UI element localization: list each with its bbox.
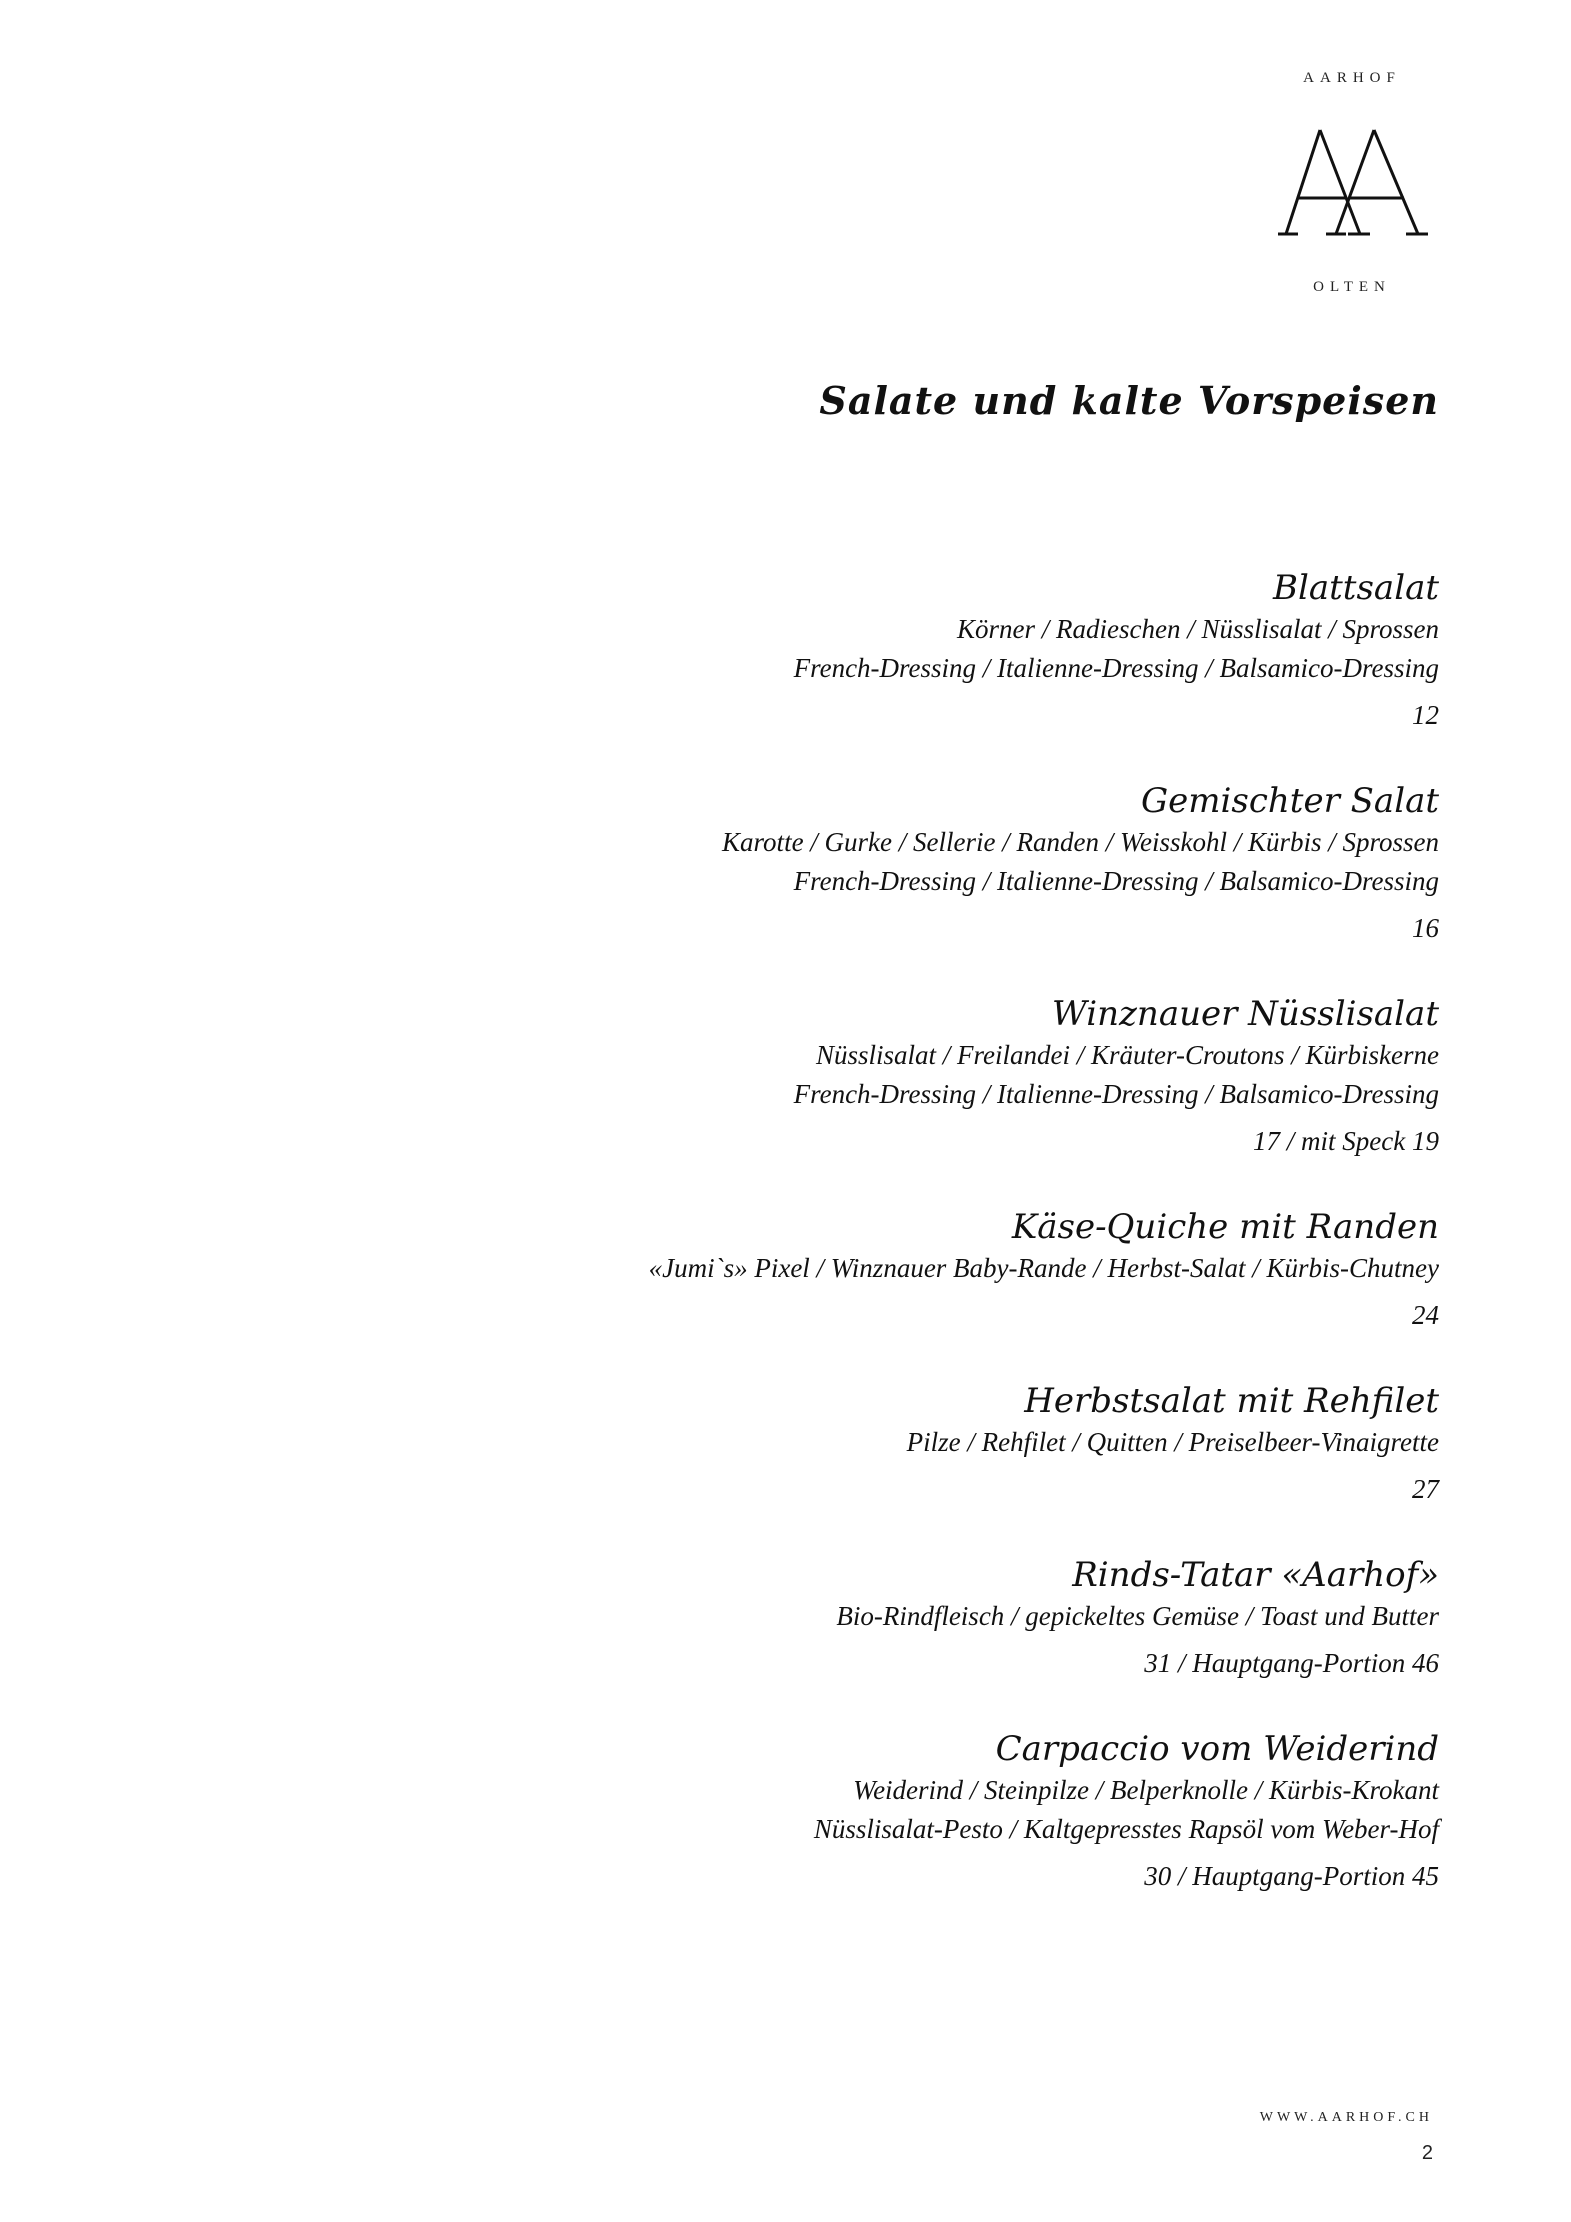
menu-list	[239, 566, 1439, 1940]
dish-price: 30 / Hauptgang-Portion 45	[1144, 1861, 1439, 1891]
dish-price: 17 / mit Speck 19	[1253, 1126, 1439, 1156]
dish-price: 31 / Hauptgang-Portion 46	[1144, 1648, 1439, 1678]
dish-name: Käse-Quiche mit Randen	[1011, 1207, 1439, 1247]
dish-name: Herbstsalat mit Rehfilet	[1024, 1381, 1439, 1421]
dish-gemischter-salat	[239, 779, 1439, 948]
dish-kaese-quiche	[239, 1205, 1439, 1335]
dish-name: Winznauer Nüsslisalat	[1051, 994, 1439, 1034]
dish-rinds-tatar	[239, 1553, 1439, 1683]
dish-ingredients: Körner / Radieschen / Nüsslisalat / Sprossen	[956, 614, 1439, 644]
dish-extras: Nüsslisalat-Pesto / Kaltgepresstes Rapsöl vom Weber-Hof	[813, 1814, 1439, 1844]
dish-ingredients: «Jumi`s» Pixel / Winznauer Baby-Rande / Herbst-Salat / Kürbis-Chutney	[648, 1253, 1439, 1283]
dish-ingredients: Bio-Rindfleisch / gepickeltes Gemüse / Toast und Butter	[836, 1601, 1439, 1631]
dish-dressings: French-Dressing / Italienne-Dressing / Balsamico-Dressing	[793, 1079, 1439, 1109]
dish-price: 12	[1412, 700, 1439, 730]
dish-name: Gemischter Salat	[1141, 781, 1439, 821]
dish-herbstsalat	[239, 1379, 1439, 1509]
logo-bottom-text: OLTEN	[1313, 279, 1391, 295]
dish-dressings: French-Dressing / Italienne-Dressing / Balsamico-Dressing	[793, 653, 1439, 683]
dish-price: 27	[1412, 1474, 1439, 1504]
dish-ingredients: Weiderind / Steinpilze / Belperknolle / Kürbis-Krokant	[853, 1775, 1439, 1805]
dish-ingredients: Pilze / Rehfilet / Quitten / Preiselbeer-Vinaigrette	[906, 1427, 1439, 1457]
dish-dressings: French-Dressing / Italienne-Dressing / Balsamico-Dressing	[793, 866, 1439, 896]
page-number: 2	[1421, 2142, 1433, 2164]
double-a-monogram-icon	[1278, 122, 1428, 242]
dish-name: Blattsalat	[1273, 568, 1439, 608]
dish-carpaccio	[239, 1727, 1439, 1896]
dish-price: 16	[1412, 913, 1439, 943]
dish-name: Rinds-Tatar «Aarhof»	[1072, 1555, 1439, 1595]
dish-name: Carpaccio vom Weiderind	[995, 1729, 1439, 1769]
dish-price: 24	[1412, 1300, 1439, 1330]
dish-blattsalat	[239, 566, 1439, 735]
footer-website-url: WWW.AARHOF.CH	[1259, 2110, 1433, 2125]
logo-top-text: AARHOF	[1303, 70, 1401, 86]
section-title: Salate und kalte Vorspeisen	[819, 378, 1439, 423]
dish-winznauer-nuesslisalat	[239, 992, 1439, 1161]
dish-ingredients: Karotte / Gurke / Sellerie / Randen / Weisskohl / Kürbis / Sprossen	[722, 827, 1439, 857]
dish-ingredients: Nüsslisalat / Freilandei / Kräuter-Croutons / Kürbiskerne	[816, 1040, 1439, 1070]
